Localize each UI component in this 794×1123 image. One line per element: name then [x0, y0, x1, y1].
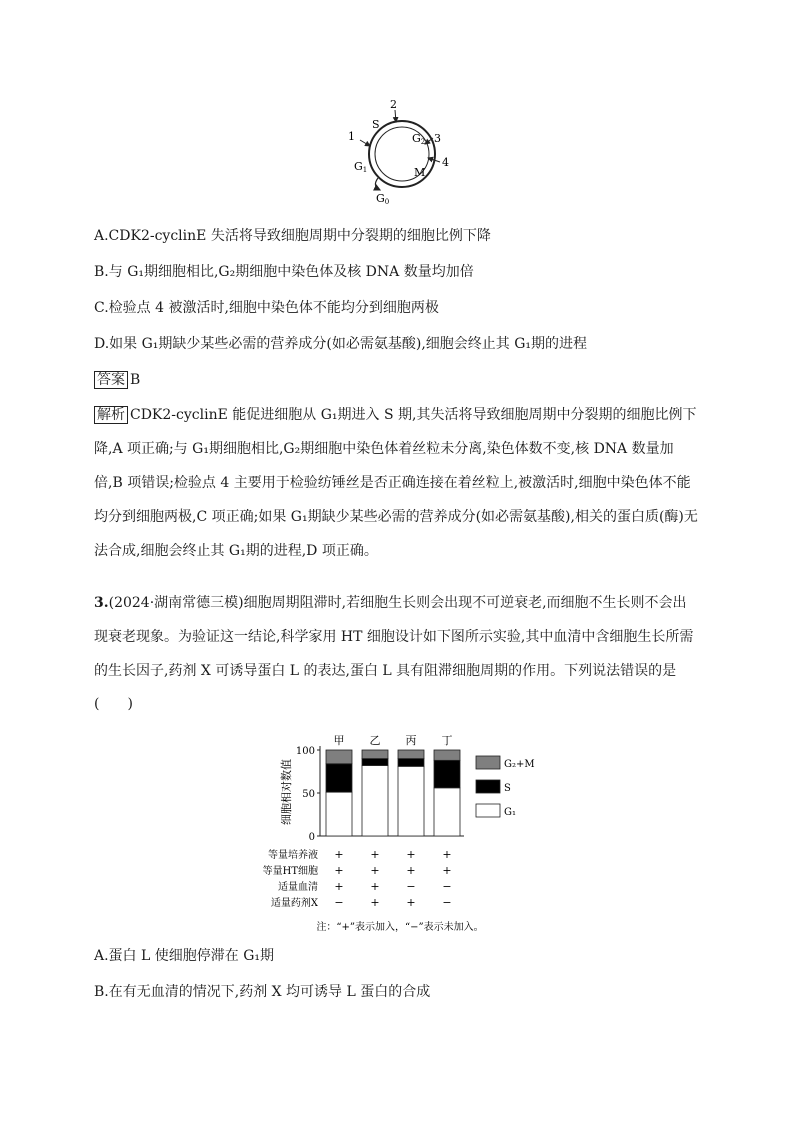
condition-mark: + — [406, 864, 416, 877]
label-g1: G1 — [354, 160, 368, 174]
bar-segment — [434, 760, 460, 788]
y-tick-label: 0 — [308, 832, 315, 843]
condition-mark: + — [370, 880, 380, 893]
option-a: A.CDK2-cyclinE 失活将导致细胞周期中分裂期的细胞比例下降 — [94, 228, 491, 244]
condition-mark: − — [442, 896, 452, 909]
question-3-number: 3. — [94, 595, 109, 611]
bar-segment — [362, 759, 388, 766]
condition-row-label: 适量药剂X — [270, 898, 318, 909]
analysis-paragraph — [94, 398, 700, 568]
condition-mark: + — [334, 880, 344, 893]
condition-mark: + — [442, 848, 452, 861]
option-b: B.与 G₁期细胞相比,G₂期细胞中染色体及核 DNA 数量均加倍 — [94, 264, 474, 280]
condition-row-label: 适量血清 — [278, 882, 318, 893]
cell-cycle-diagram — [336, 96, 466, 211]
bar-segment — [326, 750, 352, 764]
arrow-2 — [395, 110, 396, 122]
option-d: D.如果 G₁期缺少某些必需的营养成分(如必需氨基酸),细胞会终止其 G₁期的进程 — [94, 336, 588, 352]
label-g0: G0 — [376, 192, 390, 206]
condition-mark: + — [370, 848, 380, 861]
arrow-1 — [360, 140, 370, 146]
bar-segment — [326, 792, 352, 836]
label-num-1: 1 — [348, 130, 355, 143]
legend-label: G₁ — [504, 807, 516, 818]
y-tick-label: 50 — [302, 789, 315, 800]
legend-label: G₂+M — [504, 759, 535, 770]
label-num-4: 4 — [442, 156, 449, 169]
q3-option-a: A.蛋白 L 使细胞停滞在 G₁期 — [94, 948, 275, 964]
chart-legend — [476, 756, 535, 818]
condition-mark: − — [406, 880, 416, 893]
question-3-stem — [94, 586, 700, 688]
answer-value: B — [130, 372, 141, 388]
condition-mark: − — [334, 896, 344, 909]
legend-swatch — [476, 756, 500, 769]
y-tick-label: 100 — [295, 746, 315, 757]
option-c: C.检验点 4 被激活时,细胞中染色体不能均分到细胞两极 — [94, 300, 439, 316]
condition-mark: + — [406, 896, 416, 909]
cell-cycle-bar-chart — [250, 718, 550, 936]
category-label: 丁 — [441, 734, 453, 747]
answer-label: 答案 — [94, 371, 128, 389]
condition-mark: + — [334, 864, 344, 877]
bar-segment — [362, 750, 388, 759]
q3-option-b: B.在有无血清的情况下,药剂 X 均可诱导 L 蛋白的合成 — [94, 984, 431, 1000]
category-label: 丙 — [405, 734, 417, 747]
legend-label: S — [504, 783, 511, 794]
chart-condition-table — [263, 848, 452, 909]
condition-mark: + — [442, 864, 452, 877]
condition-row-label: 等量培养液 — [268, 850, 318, 861]
label-num-3: 3 — [434, 132, 441, 145]
category-label: 乙 — [369, 734, 381, 747]
category-label: 甲 — [333, 734, 345, 747]
label-num-2: 2 — [390, 98, 397, 111]
answer-line — [94, 369, 140, 389]
analysis-text: CDK2-cyclinE 能促进细胞从 G₁期进入 S 期,其失活将导致细胞周期中分裂期的细胞比例下降,A 项正确;与 G₁期细胞相比,G₂期细胞中染色体着丝粒未分离,染色体数不变,核 DNA 数量加倍,B 项错误;检验点 4 主要用于检验纺锤丝是否正确连接在着丝粒上,被激活时,细胞中染色体不能均分到细胞两极,C 项正确;如果 G₁期缺少某些必需的营养成分(如必需氨基酸),相关的蛋白质(酶)无法合成,细胞会终止其 G₁期的进程,D 项正确。 — [94, 407, 698, 559]
analysis-label: 解析 — [94, 406, 128, 424]
label-s: S — [372, 118, 380, 131]
chart-bars — [326, 734, 460, 836]
condition-mark: + — [406, 848, 416, 861]
chart-note: 注：“+”表示加入，“−”表示未加入。 — [316, 922, 484, 933]
g0-branch-arrow — [375, 178, 380, 190]
chart-ylabel: 细胞相对数值 — [280, 759, 293, 825]
label-g2: G2 — [412, 132, 426, 146]
bar-segment — [398, 759, 424, 767]
condition-row-label: 等量HT细胞 — [262, 866, 318, 877]
bar-segment — [434, 750, 460, 760]
bar-segment — [362, 765, 388, 836]
legend-swatch — [476, 804, 500, 817]
condition-mark: − — [442, 880, 452, 893]
question-3-blank: ( ) — [94, 696, 133, 712]
condition-mark: + — [370, 864, 380, 877]
question-3-text: (2024·湖南常德三模)细胞周期阻滞时,若细胞生长则会出现不可逆衰老,而细胞不生长则不会出现衰老现象。为验证这一结论,科学家用 HT 细胞设计如下图所示实验,其中血清中含细胞生长所需的生长因子,药剂 X 可诱导蛋白 L 的表达,蛋白 L 具有阻滞细胞周期的作用。下列说法错误的是 — [94, 595, 694, 679]
bar-segment — [434, 788, 460, 836]
condition-mark: + — [370, 896, 380, 909]
label-m: M — [414, 166, 426, 179]
legend-swatch — [476, 780, 500, 793]
bar-segment — [326, 764, 352, 792]
bar-segment — [398, 750, 424, 759]
bar-segment — [398, 766, 424, 836]
condition-mark: + — [334, 848, 344, 861]
